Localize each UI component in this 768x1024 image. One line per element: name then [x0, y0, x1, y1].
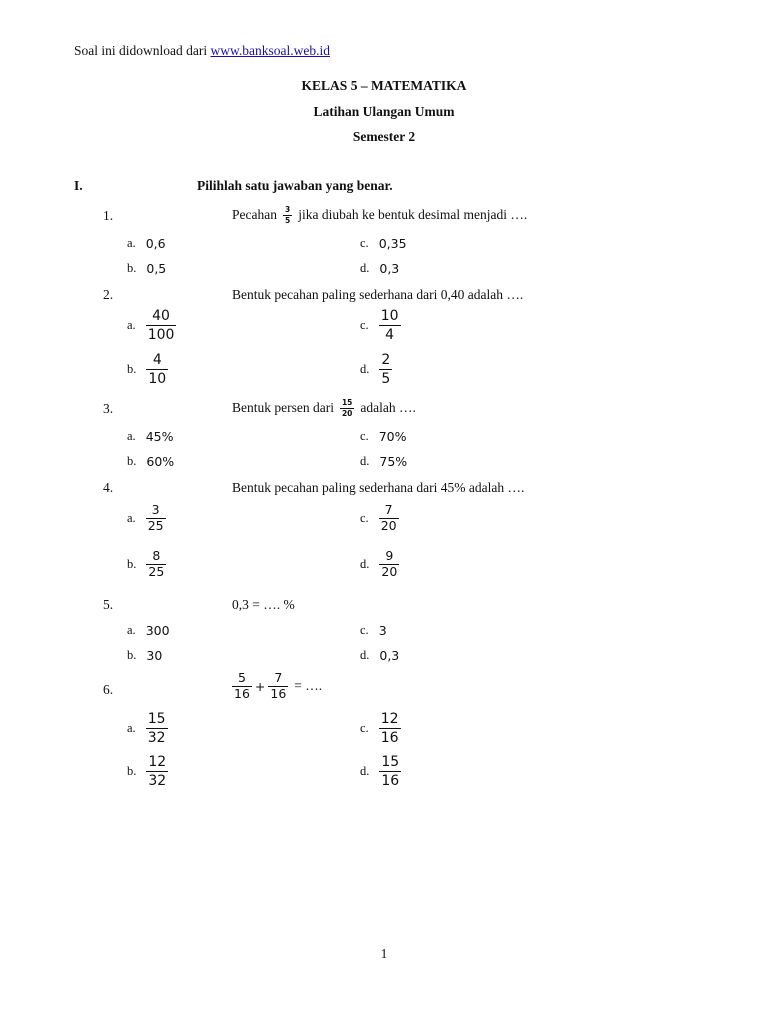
option-value: 0,35: [378, 236, 407, 251]
question-text-before: Bentuk persen dari: [232, 400, 334, 415]
question-number: 3.: [103, 401, 114, 416]
question-expression: [232, 672, 322, 700]
expression-tail: = ….: [294, 678, 323, 693]
fraction-denominator: 20: [380, 517, 397, 533]
section-instruction: Pilihlah satu jawaban yang benar.: [197, 178, 393, 193]
option-value: 45%: [145, 429, 174, 444]
option-label: b.: [127, 362, 137, 376]
option-label: c.: [360, 510, 369, 525]
option-value: 0,3: [379, 648, 400, 663]
option-label: c.: [360, 623, 369, 637]
source-prefix: Soal ini didownload dari: [74, 43, 211, 58]
option-value: 70%: [378, 429, 407, 444]
option-value: 60%: [146, 454, 175, 469]
option-label: d.: [360, 261, 370, 275]
question-text: 0,3 = …. %: [232, 597, 295, 612]
fraction-denominator: 10: [148, 371, 167, 387]
fraction-denominator: 25: [148, 563, 165, 579]
fraction-numerator: 12: [148, 754, 167, 770]
option-label: d.: [360, 764, 370, 778]
answer-option-a[interactable]: [127, 712, 168, 745]
option-fraction: [379, 712, 401, 745]
answer-option-a[interactable]: [127, 236, 166, 251]
option-label: a.: [127, 318, 136, 332]
fraction-denominator: 4: [385, 327, 395, 343]
option-label: b.: [127, 764, 137, 778]
option-fraction: [146, 550, 166, 578]
page-number: 1: [380, 946, 388, 961]
fraction-numerator: 15: [147, 711, 166, 727]
option-value: 3: [378, 623, 387, 638]
fraction-numerator: 5: [237, 670, 246, 685]
option-value: 0,6: [145, 236, 166, 251]
option-fraction: [379, 309, 401, 342]
option-label: d.: [360, 556, 370, 571]
fraction-denominator: 100: [147, 327, 175, 343]
option-label: b.: [127, 454, 137, 468]
question-text-before: Pecahan: [232, 207, 277, 222]
question-number: 6.: [103, 682, 114, 697]
option-value: 30: [146, 648, 163, 663]
option-label: b.: [127, 261, 137, 275]
option-label: d.: [360, 362, 370, 376]
option-fraction: [146, 712, 168, 745]
fraction-numerator: 15: [341, 398, 353, 407]
fraction-denominator: 16: [381, 773, 400, 789]
answer-option-c[interactable]: [360, 712, 401, 745]
inline-fraction: [340, 399, 354, 417]
fraction-denominator: 5: [284, 215, 291, 225]
expression-fraction-1: [232, 672, 252, 700]
fraction-numerator: 3: [284, 205, 291, 214]
option-label: c.: [360, 429, 369, 443]
answer-option-c[interactable]: [360, 429, 406, 444]
question-text: Bentuk pecahan paling sederhana dari 0,40 adalah ….: [232, 287, 524, 302]
question-text-after: jika diubah ke bentuk desimal menjadi ….: [298, 207, 528, 222]
fraction-denominator: 16: [270, 685, 287, 701]
option-fraction: [146, 353, 168, 386]
fraction-numerator: 15: [381, 754, 400, 770]
answer-option-d[interactable]: [360, 454, 407, 469]
fraction-numerator: 2: [381, 352, 391, 368]
fraction-numerator: 4: [152, 352, 162, 368]
option-label: a.: [127, 721, 136, 735]
fraction-denominator: 16: [380, 730, 399, 746]
option-label: a.: [127, 623, 136, 637]
source-link[interactable]: www.banksoal.web.id: [210, 43, 330, 58]
answer-option-c[interactable]: [360, 236, 407, 251]
answer-option-b[interactable]: [127, 353, 168, 386]
question-text: Bentuk pecahan paling sederhana dari 45% adalah ….: [232, 480, 525, 495]
question-number: 1.: [103, 208, 114, 223]
question-text: [232, 204, 527, 226]
doc-title: KELAS 5 – MATEMATIKA: [301, 78, 467, 93]
option-label: a.: [127, 510, 136, 525]
answer-option-a[interactable]: [127, 504, 166, 532]
answer-option-b[interactable]: [127, 454, 174, 469]
option-value: 0,3: [379, 261, 400, 276]
fraction-denominator: 25: [147, 517, 164, 533]
option-fraction: [379, 504, 399, 532]
fraction-numerator: 9: [385, 548, 394, 563]
inline-fraction: [283, 206, 292, 224]
answer-option-c[interactable]: [360, 504, 399, 532]
fraction-numerator: 7: [274, 670, 283, 685]
option-label: d.: [360, 648, 370, 662]
option-label: b.: [127, 648, 137, 662]
section-number: I.: [74, 178, 83, 193]
option-label: b.: [127, 556, 137, 571]
fraction-numerator: 3: [151, 502, 160, 517]
answer-option-c[interactable]: [360, 309, 401, 342]
fraction-numerator: 40: [152, 308, 170, 324]
fraction-denominator: 5: [381, 371, 391, 387]
answer-option-c[interactable]: [360, 623, 387, 638]
answer-option-d[interactable]: [360, 261, 399, 276]
answer-option-d[interactable]: [360, 353, 392, 386]
fraction-numerator: 10: [380, 308, 399, 324]
expression-fraction-2: [268, 672, 288, 700]
source-line: [74, 43, 330, 59]
fraction-denominator: 20: [341, 408, 353, 418]
option-fraction: [379, 550, 399, 578]
option-label: d.: [360, 454, 370, 468]
answer-option-a[interactable]: [127, 309, 176, 342]
fraction-numerator: 8: [152, 548, 161, 563]
answer-option-a[interactable]: [127, 623, 170, 638]
option-fraction: [146, 309, 177, 342]
answer-option-b[interactable]: [127, 648, 162, 663]
question-text-after: adalah ….: [360, 400, 416, 415]
fraction-numerator: 12: [380, 711, 399, 727]
option-label: a.: [127, 236, 136, 250]
question-number: 4.: [103, 480, 114, 495]
option-value: 300: [145, 623, 170, 638]
question-text: [232, 397, 416, 419]
question-number: 5.: [103, 597, 114, 612]
fraction-denominator: 20: [381, 563, 398, 579]
option-label: c.: [360, 236, 369, 250]
answer-option-d[interactable]: [360, 550, 399, 578]
plus-operator: +: [254, 678, 266, 694]
option-fraction: [146, 755, 168, 788]
fraction-denominator: 32: [148, 773, 167, 789]
option-fraction: [379, 755, 401, 788]
option-label: a.: [127, 429, 136, 443]
answer-option-b[interactable]: [127, 550, 166, 578]
answer-option-d[interactable]: [360, 755, 401, 788]
answer-option-a[interactable]: [127, 429, 173, 444]
option-label: c.: [360, 721, 369, 735]
option-fraction: [146, 504, 166, 532]
doc-subtitle: Latihan Ulangan Umum: [313, 104, 455, 119]
doc-semester: Semester 2: [352, 129, 416, 144]
answer-option-b[interactable]: [127, 261, 166, 276]
answer-option-d[interactable]: [360, 648, 399, 663]
answer-option-b[interactable]: [127, 755, 168, 788]
option-label: c.: [360, 318, 369, 332]
fraction-denominator: 32: [147, 730, 166, 746]
fraction-denominator: 16: [234, 685, 250, 701]
option-value: 0,5: [146, 261, 167, 276]
question-number: 2.: [103, 287, 114, 302]
option-value: 75%: [379, 454, 408, 469]
option-fraction: [379, 353, 392, 386]
fraction-numerator: 7: [384, 502, 393, 517]
